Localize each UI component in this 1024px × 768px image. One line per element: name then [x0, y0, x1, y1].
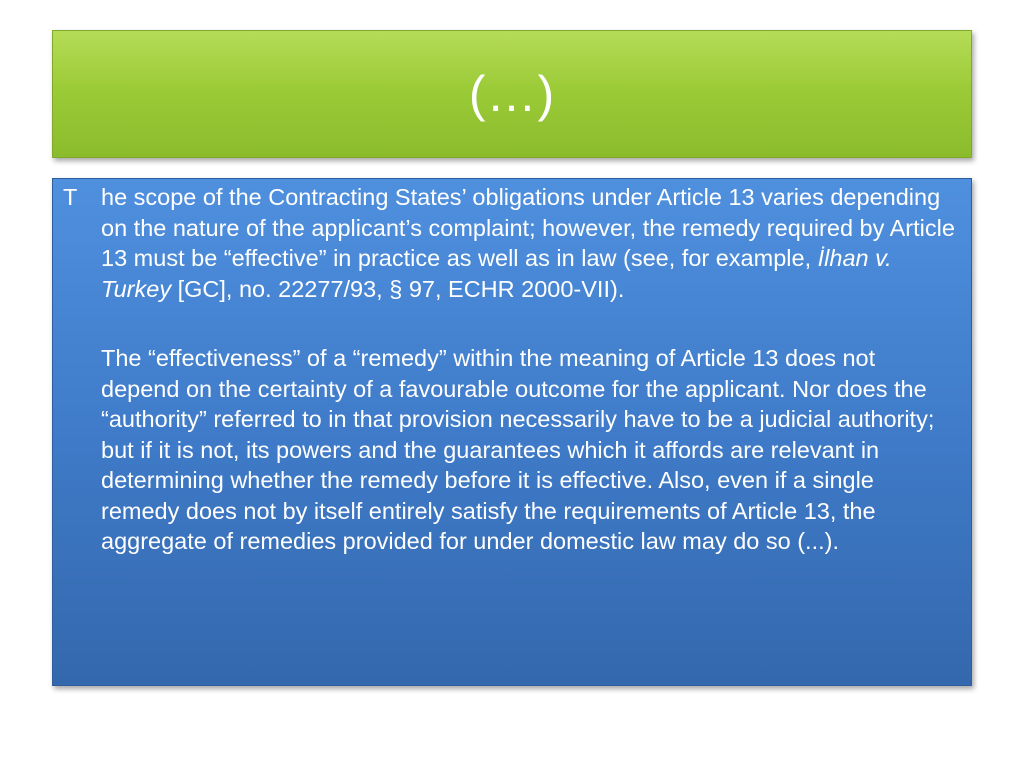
paragraph-1-citation: [GC], no. 22277/93, § 97, ECHR 2000-VII).: [171, 275, 625, 302]
drop-cap-letter: T: [63, 184, 78, 210]
paragraph-1-text: he scope of the Contracting States’ obligations under Article 13 varies depending on the nature of the applicant’s complaint; however, the remedy required by Article 13 must be “effective” in practice as well as in law (see, for example,: [101, 184, 955, 271]
case-name: İlhan v. Turkey: [101, 245, 892, 302]
title-placeholder[interactable]: [52, 30, 972, 158]
content-placeholder[interactable]: [52, 178, 972, 686]
slide-title: (…): [468, 66, 556, 122]
paragraph-1: [101, 182, 957, 304]
paragraph-2: The “effectiveness” of a “remedy” within the meaning of Article 13 does not depend on the certainty of a favourable outcome for the applicant. Nor does the “authority” referred to in that provision necessarily have to be a judicial authority; but if it is not, its powers and the guarantees which it affords are relevant in determining whether the remedy before it is effective. Also, even if a single remedy does not by itself entirely satisfy the requirements of Article 13, the aggregate of remedies provided for under domestic law may do so (...).: [101, 345, 935, 554]
